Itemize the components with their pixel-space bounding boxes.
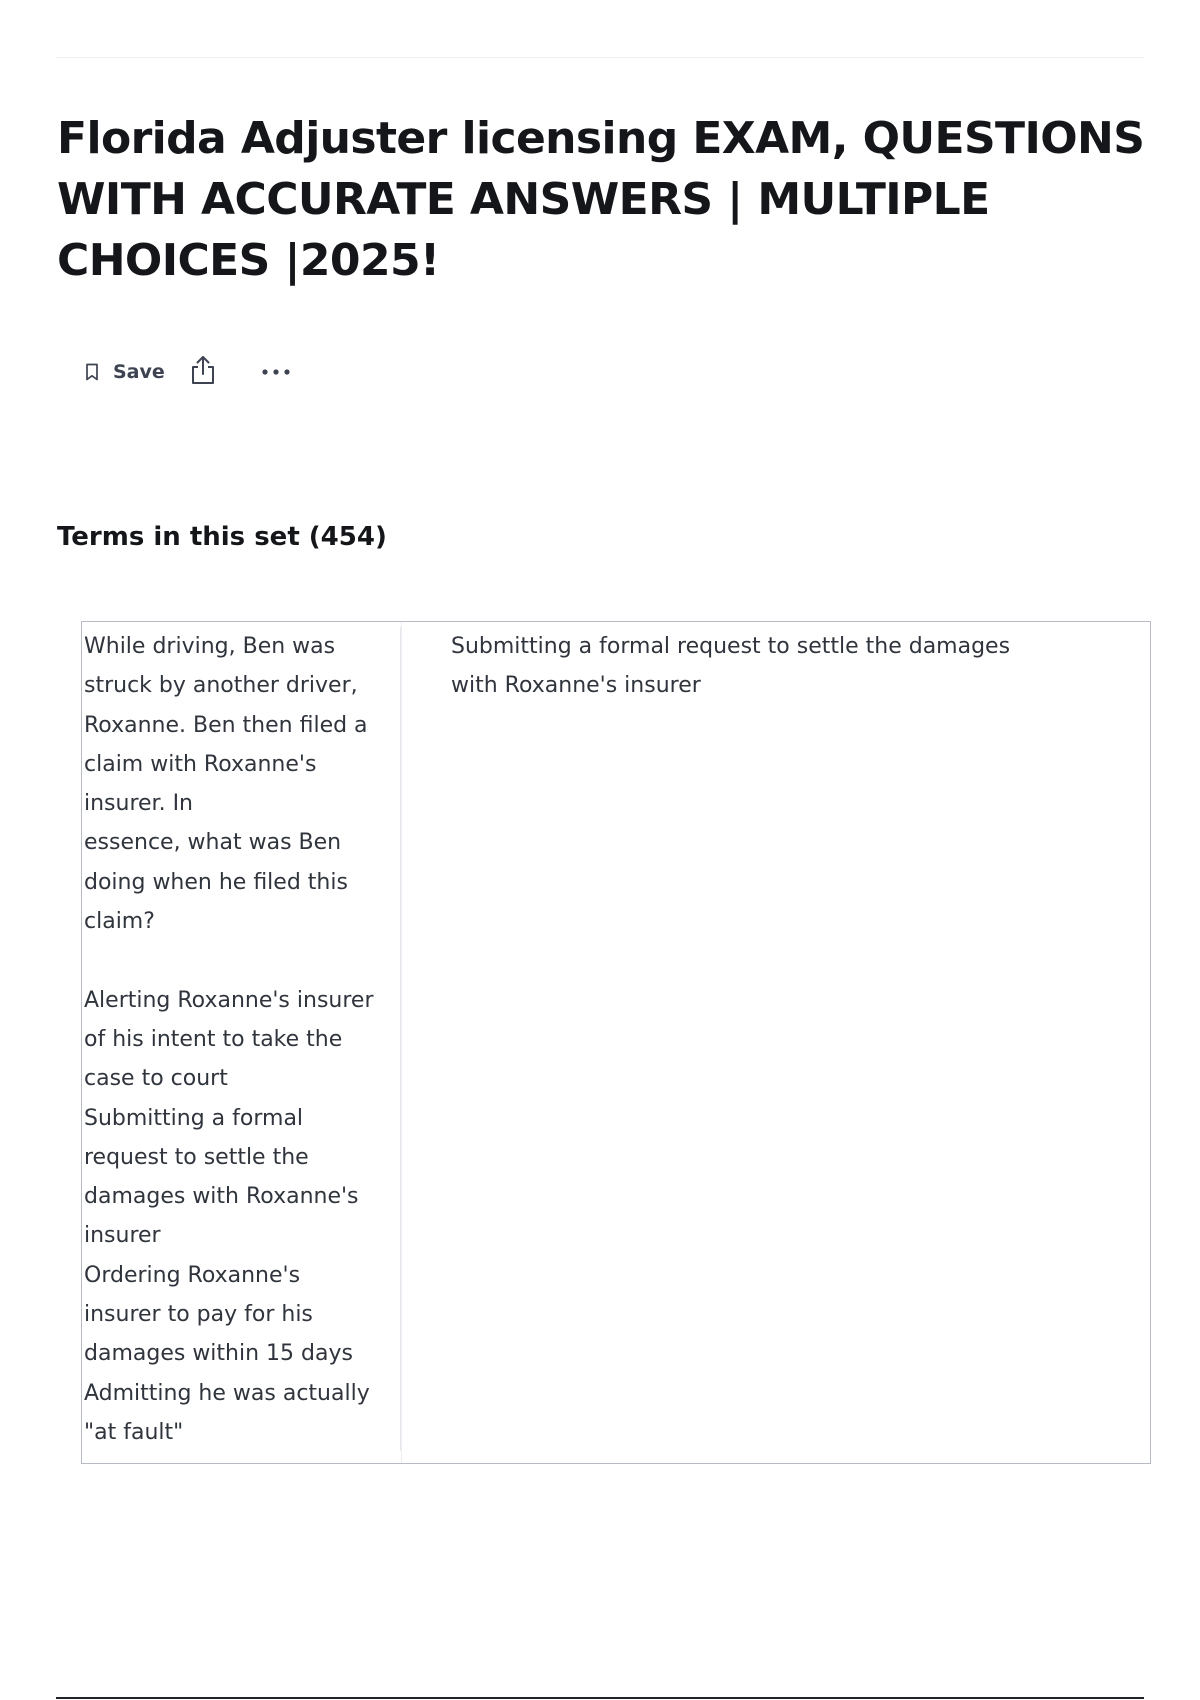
save-label: Save [113,361,165,383]
page-title: Florida Adjuster licensing EXAM, QUESTIONS WITH ACCURATE ANSWERS | MULTIPLE CHOICES |2025! [57,113,1145,286]
share-icon [189,354,217,391]
bottom-divider [56,1697,1144,1699]
term-column [82,622,402,1463]
definition-column [402,622,1150,1463]
term-card[interactable] [81,621,1151,1464]
definition-text: Submitting a formal request to settle the damages with Roxanne's insurer [451,634,1011,699]
term-text: While driving, Ben was struck by another driver, Roxanne. Ben then filed a claim with Roxanne's insurer. In essence, what was Ben doing when he filed this claim? Alerting Roxanne's insurer of his intent to take the case to court Submitting a formal request to settle the damages with Roxanne's insurer Ordering Roxanne's insurer to pay for his damages within 15 days Admitting he was actually "at fault" [84,634,374,1445]
share-button[interactable] [189,354,261,391]
terms-heading: Terms in this set (454) [57,522,387,552]
more-options-button[interactable] [261,363,301,381]
save-button[interactable] [83,361,189,383]
top-divider [56,57,1144,58]
set-toolbar [83,354,301,390]
bookmark-icon [83,362,101,382]
more-options-icon [261,363,291,381]
